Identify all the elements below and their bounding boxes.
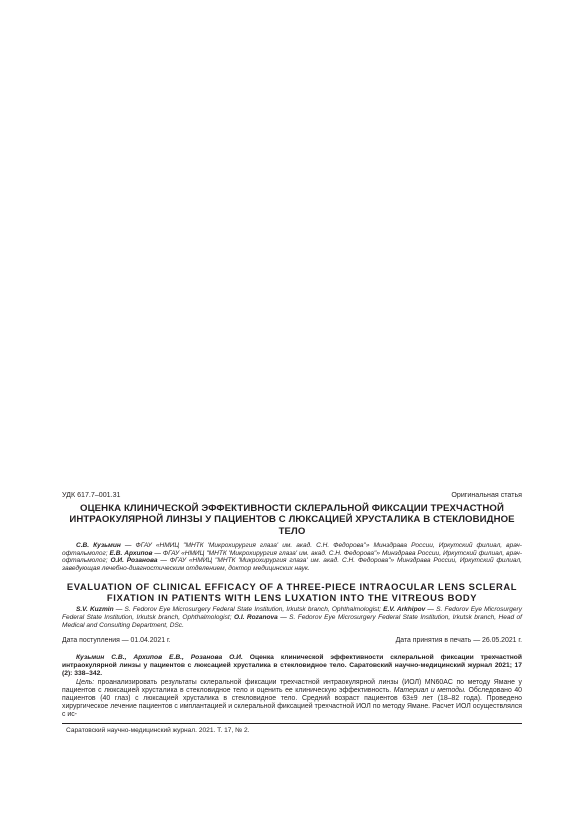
citation (62, 654, 522, 677)
author-1-desc-en: — S. Fedorov Eye Microsurgery Federal State Institution, Irkutsk branch, Ophthalmologist; (113, 606, 384, 614)
author-2-name: Е.В. Архипов (109, 549, 153, 557)
author-3-desc: — ФГАУ «НМИЦ "МНТК 'Микрохирургия глаза' им. акад. С.Н. Федорова"» Минздрава России, Иркутский филиал, заведующая лечебно-диагностическим отделением, доктор медицинских наук. (62, 557, 522, 573)
article-page (62, 491, 522, 735)
aim-label: Цель: (76, 678, 95, 686)
title-en: EVALUATION OF CLINICAL EFFICACY OF A THREE-PIECE INTRAOCULAR LENS SCLERAL FIXATION IN PATIENTS WITH LENS LUXATION INTO THE VITREOUS BODY (66, 581, 518, 604)
author-1-name-en: S.V. Kuzmin (76, 606, 114, 614)
footer-divider (62, 723, 522, 724)
author-3-desc-en: — S. Fedorov Eye Microsurgery Federal State Institution, Irkutsk branch, Head of Medical and Consulting Department, DSc. (62, 613, 523, 629)
dates-row (62, 637, 522, 645)
title-ru: ОЦЕНКА КЛИНИЧЕСКОЙ ЭФФЕКТИВНОСТИ СКЛЕРАЛЬНОЙ ФИКСАЦИИ ТРЕХЧАСТНОЙ ИНТРАОКУЛЯРНОЙ ЛИНЗЫ У ПАЦИЕНТОВ С ЛЮКСАЦИЕЙ ХРУСТАЛИКА В СТЕКЛОВИДНОЕ ТЕЛО (69, 503, 515, 537)
abstract (62, 679, 522, 719)
methods-label: Материал и методы. (393, 686, 466, 694)
author-3-name: О.И. Розанова (110, 557, 158, 565)
authors-ru (62, 542, 522, 573)
journal-footer: Саратовский научно-медицинский журнал. 2021. Т. 17, № 2. (66, 726, 250, 734)
author-2-desc-en: — S. Fedorov Eye Microsurgery Federal State Institution, Irkutsk branch, Ophthalmologist; (62, 606, 522, 621)
date-received: Дата поступления — 01.04.2021 г. (62, 637, 171, 645)
article-type: Оригинальная статья (451, 491, 522, 499)
methods-text: Обследовано 40 пациентов (40 глаз) с люксацией хрусталика в стекловидное тело. Средний возраст пациентов 63±9 лет (18–82 года). Проведено хирургическое лечение пациентов с имплантацией и склеральной фиксацией трехчастной ИОЛ по методу Ямане. Расчет ИОЛ осуществлялся с ис- (62, 686, 522, 718)
author-2-name-en: E.V. Arkhipov (383, 606, 426, 614)
citation-authors: Кузьмин С.В., Архипов Е.В., Розанова О.И. (76, 654, 243, 662)
aim-text: проанализировать результаты склеральной фиксации трехчастной интраокулярной линзы (ИОЛ) MN60AC по методу Ямане у пациентов с люксацией хрусталика в стекловидное тело и оценить ее клиническую эффективность. (62, 678, 522, 694)
udk-code: УДК 617.7–001.31 (62, 491, 121, 499)
author-1-name: С.В. Кузьмин (76, 541, 121, 549)
citation-text: Оценка клинической эффективности склеральной фиксации трехчастной интраокулярной линзы у пациентов с люксацией хрусталика в стекловидное тело. Саратовский научно-медицинский журнал 2021; 17 (2): 338–342. (62, 654, 522, 678)
authors-en (62, 606, 522, 629)
header-row (62, 491, 522, 500)
author-1-desc: — ФГАУ «НМИЦ "МНТК 'Микрохирургия глаза' им. акад. С.Н. Федорова"» Минздрава России, Иркутский филиал, врач-офтальмолог; (62, 541, 522, 557)
date-accepted: Дата принятия в печать — 26.05.2021 г. (395, 637, 522, 645)
author-2-desc: — ФГАУ «НМИЦ "МНТК 'Микрохирургия глаза' им. акад. С.Н. Федорова"» Минздрава России, Иркутский филиал, врач-офтальмолог; (62, 549, 522, 565)
author-3-name-en: O.I. Rozanova (233, 613, 278, 621)
